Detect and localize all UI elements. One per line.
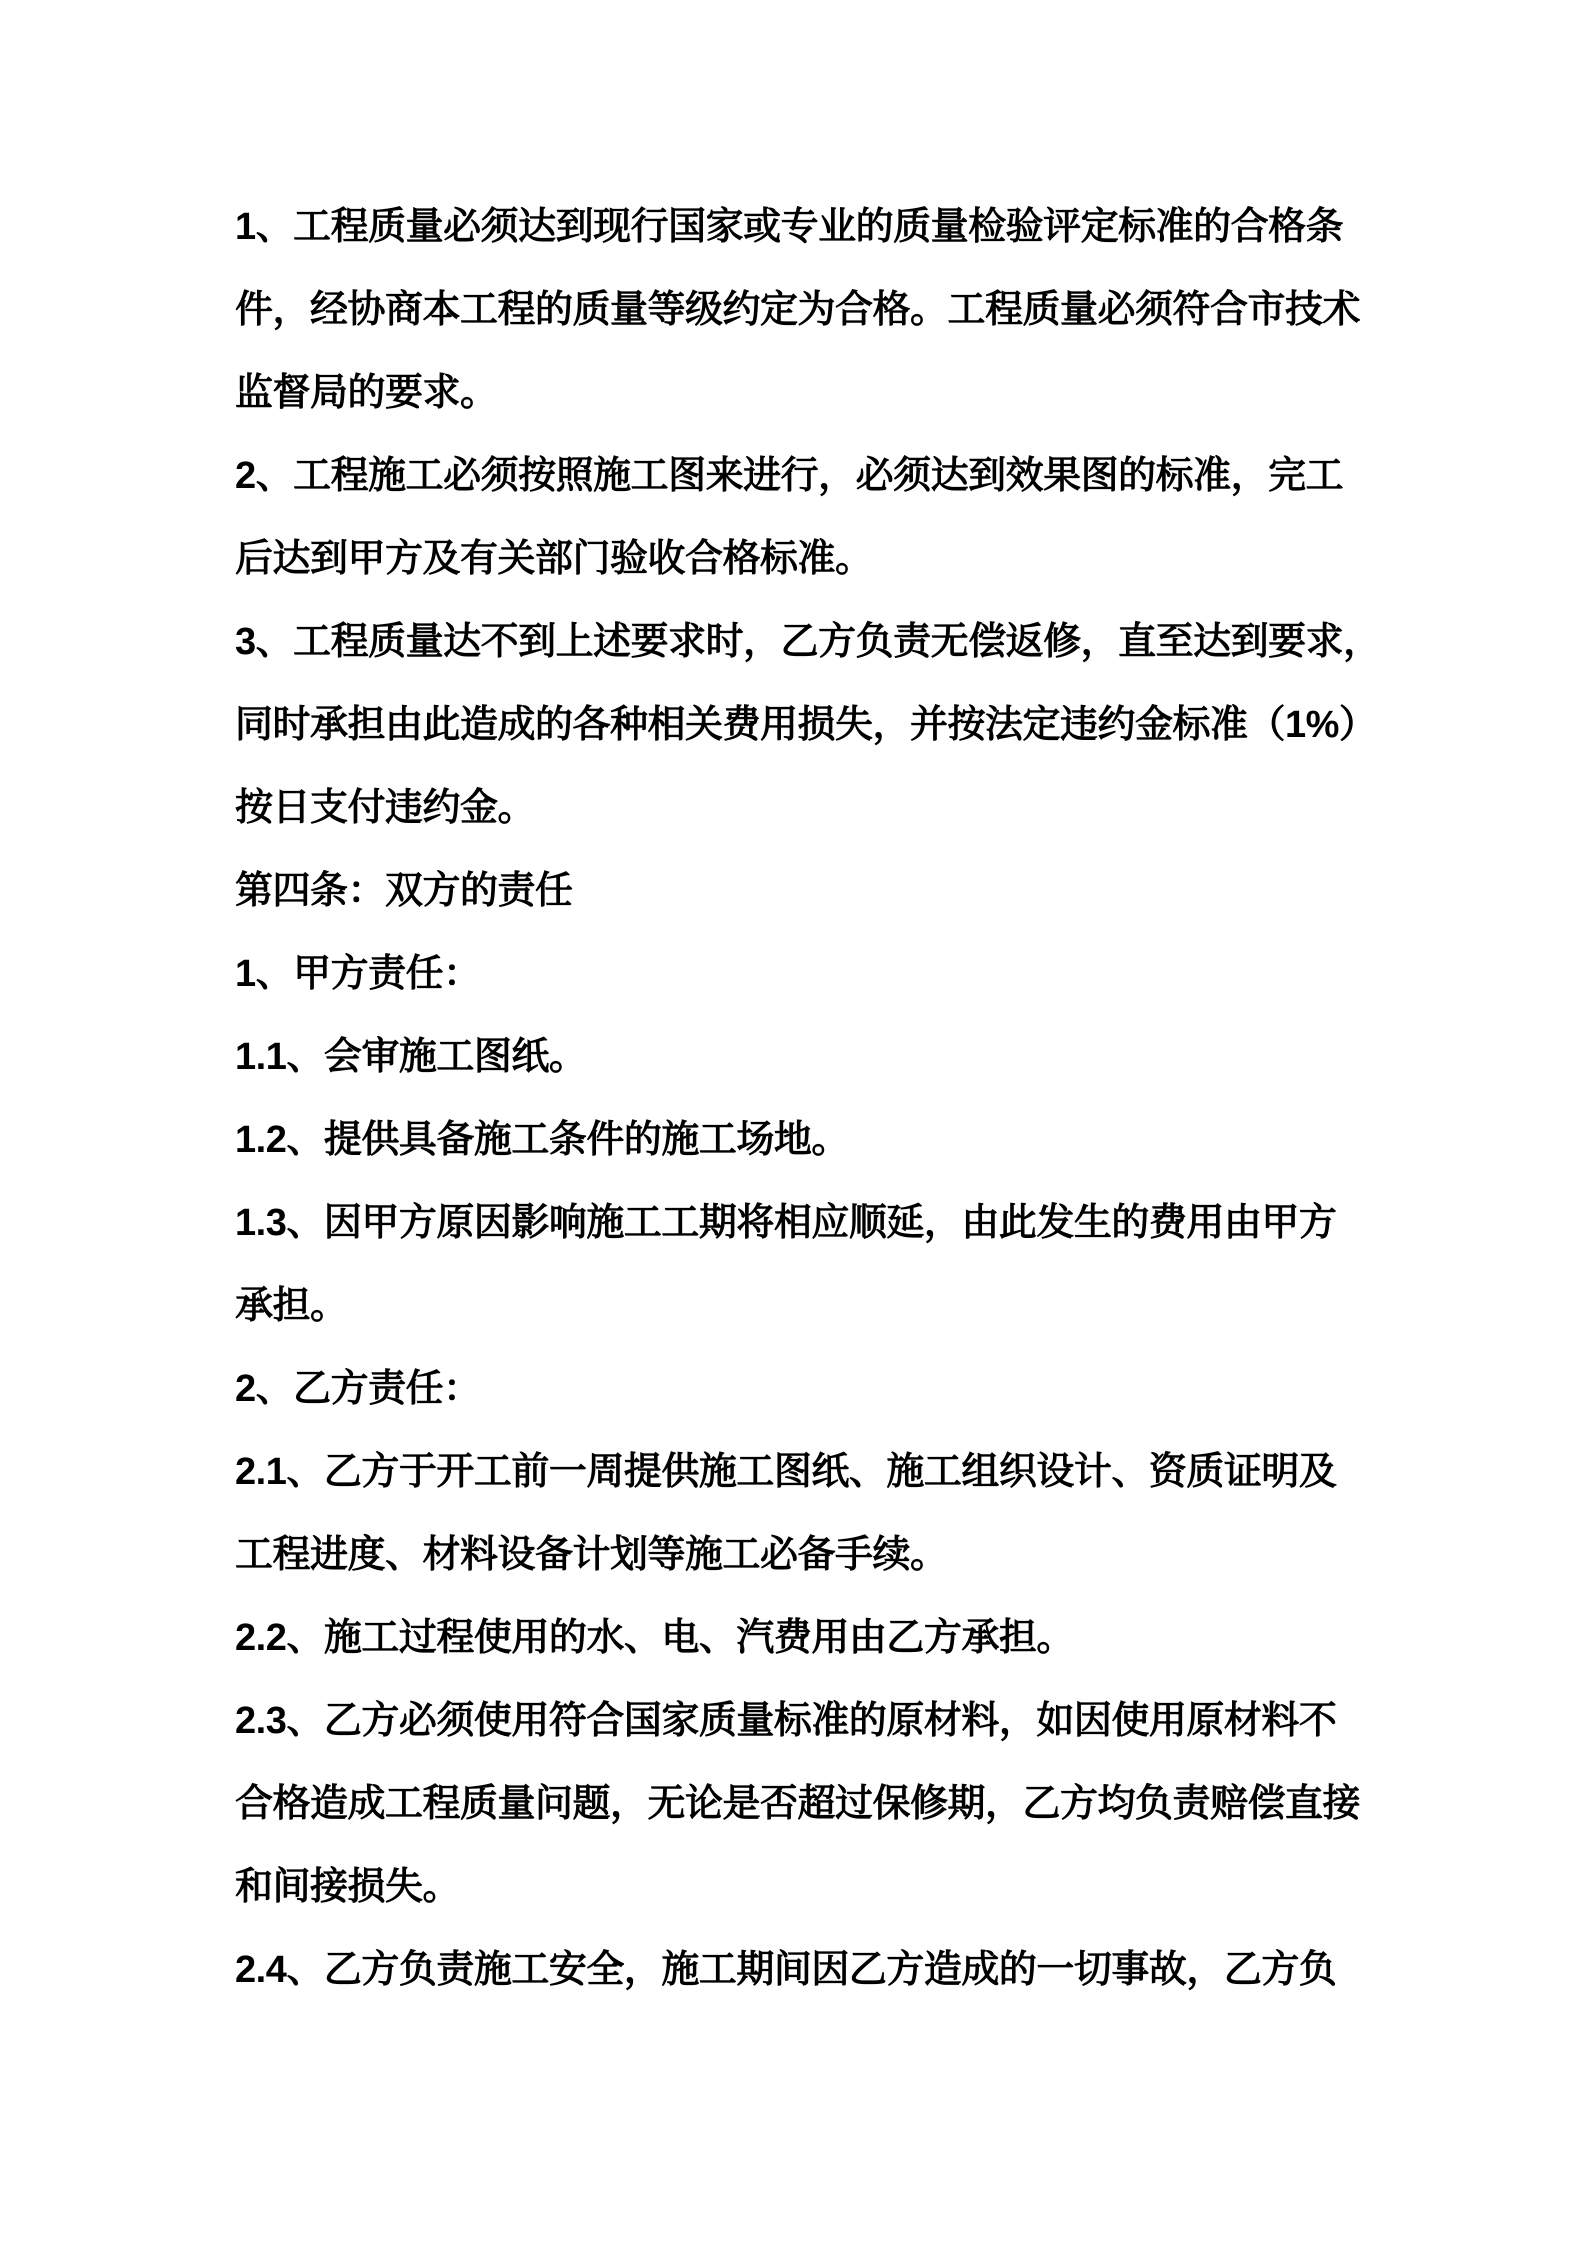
- contract-line: 同时承担由此造成的各种相关费用损失，并按法定违约金标准（1%）: [235, 704, 1377, 746]
- contract-line: 3、工程质量达不到上述要求时，乙方负责无偿返修，直至达到要求，: [235, 621, 1381, 663]
- contract-line: 件，经协商本工程的质量等级约定为合格。工程质量必须符合市技术: [235, 289, 1361, 331]
- contract-line: 2.1、乙方于开工前一周提供施工图纸、施工组织设计、资质证明及: [235, 1451, 1337, 1493]
- contract-section-heading: 第四条：双方的责任: [235, 870, 573, 912]
- contract-line: 后达到甲方及有关部门验收合格标准。: [235, 538, 873, 580]
- contract-line: 1.3、因甲方原因影响施工工期将相应顺延，由此发生的费用由甲方: [235, 1202, 1337, 1244]
- contract-line: 监督局的要求。: [235, 372, 498, 414]
- contract-line: 2.3、乙方必须使用符合国家质量标准的原材料，如因使用原材料不: [235, 1700, 1337, 1742]
- contract-text-block: [235, 186, 1446, 2012]
- contract-line: 工程进度、材料设备计划等施工必备手续。: [235, 1534, 948, 1576]
- contract-line: 和间接损失。: [235, 1866, 461, 1908]
- contract-line: 2.2、施工过程使用的水、电、汽费用由乙方承担。: [235, 1617, 1074, 1659]
- contract-line: 1、甲方责任：: [235, 953, 481, 995]
- contract-line: 按日支付违约金。: [235, 787, 536, 829]
- contract-line: 1.2、提供具备施工条件的施工场地。: [235, 1119, 849, 1161]
- contract-line: 1.1、会审施工图纸。: [235, 1036, 587, 1078]
- contract-line: 1、工程质量必须达到现行国家或专业的质量检验评定标准的合格条: [235, 206, 1344, 248]
- contract-line: 2、乙方责任：: [235, 1368, 481, 1410]
- contract-line: 合格造成工程质量问题，无论是否超过保修期，乙方均负责赔偿直接: [235, 1783, 1361, 1825]
- contract-line: 2、工程施工必须按照施工图来进行，必须达到效果图的标准，完工: [235, 455, 1344, 497]
- contract-line: 承担。: [235, 1285, 348, 1327]
- contract-line: 2.4、乙方负责施工安全，施工期间因乙方造成的一切事故，乙方负: [235, 1949, 1337, 1991]
